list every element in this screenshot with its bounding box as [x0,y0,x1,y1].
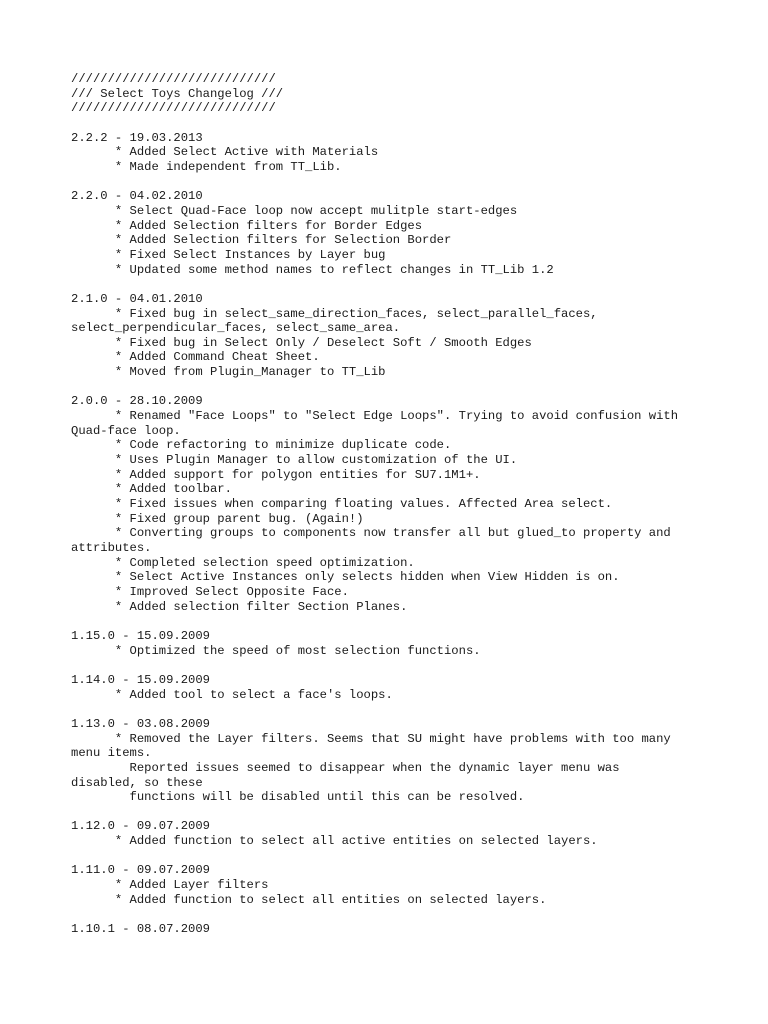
release-version-heading: 1.10.1 - 08.07.2009 [71,922,210,937]
release-version-heading: 2.0.0 - 28.10.2009 [71,394,203,409]
section-spacer [71,805,711,820]
changelog-line: * Added tool to select a face's loops. [71,687,393,702]
section-spacer [71,658,711,673]
release-version-heading: 1.14.0 - 15.09.2009 [71,672,210,687]
release-version-heading: 2.2.0 - 04.02.2010 [71,189,203,204]
changelog-line: * Added Selection filters for Border Edges [71,218,423,233]
changelog-line: * Optimized the speed of most selection functions. [71,643,481,658]
changelog-line: * Completed selection speed optimization. [71,555,415,570]
release-entry [71,189,711,277]
section-spacer [71,614,711,629]
release-version-heading: 1.15.0 - 15.09.2009 [71,628,210,643]
changelog-line: * Select Active Instances only selects hidden when View Hidden is on. [71,570,620,585]
changelog-line: * Added Select Active with Materials [71,145,379,160]
changelog-line: menu items. [71,746,152,761]
changelog-line: * Select Quad-Face loop now accept mulitple start-edges [71,203,518,218]
changelog-line: * Removed the Layer filters. Seems that SU might have problems with too many [71,731,671,746]
changelog-line: disabled, so these [71,775,203,790]
changelog-line: * Uses Plugin Manager to allow customization of the UI. [71,453,518,468]
section-spacer [71,702,711,717]
changelog-line: * Fixed issues when comparing floating values. Affected Area select. [71,497,613,512]
release-version-heading: 1.13.0 - 03.08.2009 [71,716,210,731]
changelog-line: * Moved from Plugin_Manager to TT_Lib [71,365,386,380]
changelog-line: * Added function to select all active entities on selected layers. [71,834,598,849]
changelog-title: /// Select Toys Changelog /// [71,86,284,101]
changelog-header [71,72,711,116]
release-version-heading: 1.12.0 - 09.07.2009 [71,819,210,834]
release-entry [71,131,711,175]
release-entry [71,629,711,658]
changelog-line: * Added Selection filters for Selection Border [71,233,452,248]
changelog-line: Reported issues seemed to disappear when the dynamic layer menu was [71,760,620,775]
changelog-line: * Added support for polygon entities for SU7.1M1+. [71,467,481,482]
changelog-line: * Renamed "Face Loops" to "Select Edge Loops". Trying to avoid confusion with [71,409,679,424]
release-entry [71,819,711,848]
changelog-line: * Added Command Cheat Sheet. [71,350,320,365]
release-entry [71,717,711,805]
release-version-heading: 1.11.0 - 09.07.2009 [71,863,210,878]
release-version-heading: 2.2.2 - 19.03.2013 [71,130,203,145]
changelog-line: select_perpendicular_faces, select_same_area. [71,321,401,336]
changelog-line: * Updated some method names to reflect changes in TT_Lib 1.2 [71,262,554,277]
header-rule-top: //////////////////////////// [71,72,276,86]
release-entry [71,922,711,937]
changelog-line: * Added selection filter Section Planes. [71,599,408,614]
changelog-line: * Added function to select all entities on selected layers. [71,892,547,907]
changelog-line: * Added toolbar. [71,482,232,497]
release-entry [71,863,711,907]
changelog-line: * Improved Select Opposite Face. [71,584,349,599]
changelog-line: * Fixed group parent bug. (Again!) [71,511,364,526]
release-entry [71,673,711,702]
changelog-line: * Fixed bug in select_same_direction_faces, select_parallel_faces, [71,306,598,321]
section-spacer [71,907,711,922]
changelog-document [71,72,711,937]
release-version-heading: 2.1.0 - 04.01.2010 [71,291,203,306]
changelog-line: * Fixed Select Instances by Layer bug [71,247,386,262]
changelog-line: functions will be disabled until this can be resolved. [71,790,525,805]
changelog-line: * Fixed bug in Select Only / Deselect Soft / Smooth Edges [71,335,532,350]
changelog-line: * Added Layer filters [71,878,269,893]
section-spacer [71,175,711,190]
changelog-line: attributes. [71,541,152,555]
changelog-line: Quad-face loop. [71,423,181,438]
changelog-line: * Code refactoring to minimize duplicate code. [71,438,452,453]
section-spacer [71,116,711,131]
section-spacer [71,849,711,864]
release-entry [71,292,711,380]
changelog-line: * Converting groups to components now transfer all but glued_to property and [71,526,671,541]
header-rule-bottom: //////////////////////////// [71,101,276,116]
section-spacer [71,380,711,395]
section-spacer [71,277,711,292]
release-entry [71,394,711,614]
release-list [71,116,711,937]
changelog-line: * Made independent from TT_Lib. [71,159,342,174]
